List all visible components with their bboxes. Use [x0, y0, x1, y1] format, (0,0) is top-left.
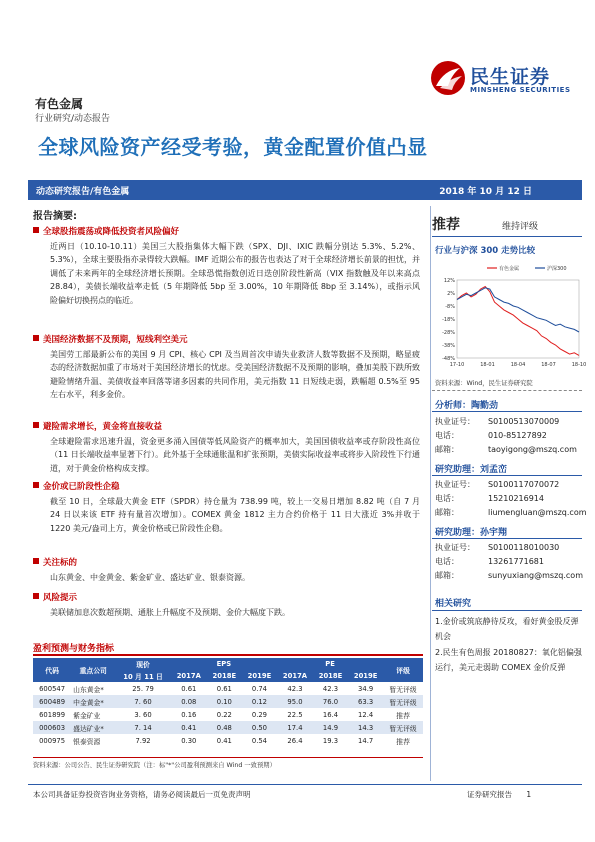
col-header: PE	[277, 658, 383, 670]
table-row	[33, 734, 423, 747]
col-header: 2019E	[348, 670, 383, 682]
section-body: 山东黄金、中金黄金、紫金矿业、盛达矿业、银泰资源。	[50, 573, 250, 582]
cell: 14.9	[313, 721, 348, 734]
cell: 34.9	[358, 684, 374, 693]
financial-table	[33, 658, 423, 747]
divider	[432, 538, 582, 539]
cell: 0.48	[207, 721, 242, 734]
section-body: 美国劳工部最新公布的美国 9 月 CPI、核心 CPI 及当周首次申请失业救济人数等数据不及预期，略显疲态的经济数据加重了市场对于美国经济增长的忧虑。受美国经济数据不及预期的影响，叠加美股下跌所致避险情绪升温、美债收益率回落等诸多因素的共同作用，美元指数 11 日短线走弱，跌幅超 0.5%至 95 左右水平，利多金价。	[50, 350, 420, 400]
cell: 0.50	[242, 721, 277, 734]
cell: 7.92	[135, 736, 151, 745]
cell: 暂无评级	[389, 685, 417, 694]
table-row	[33, 695, 423, 708]
cell: 0.08	[171, 695, 207, 708]
footer-divider	[28, 784, 582, 785]
cell: 12.4	[358, 710, 374, 719]
analyst-info-row[interactable]: 邮箱： liumengluan@mszq.com	[435, 508, 587, 517]
cell: 63.3	[348, 695, 383, 708]
analyst-heading: 研究助理：刘孟峦	[435, 465, 508, 475]
cell: 山东黄金*	[73, 685, 104, 694]
cell: 3. 60	[134, 710, 152, 719]
chart-axis-labels	[442, 278, 586, 368]
x-tick-label: 18-10	[571, 362, 587, 368]
section-title: 金价或已阶段性企稳	[33, 480, 120, 492]
divider	[432, 390, 582, 391]
section-body: 近两日（10.10-10.11）美国三大股指集体大幅下跌（SPX、DJI、IXIC 跌幅分别达 5.3%、5.2%、5.3%），全球主要股指亦录得较大跌幅。IMF 近期公布的报告也表达了对于全球经济增长前景的担忧，并调低了未来两年的全球经济增长预期。全球恐慌指数创近日迭创阶段性新高（VIX 指数触及年以来高点 28.84），美债长端收益率走低（5 年期降低 5bp 至 3.00%，10 年期降低 8bp 至 3.14%），或指示风险偏好切换拐点的临近。	[50, 242, 420, 305]
cell: 0.29	[251, 710, 268, 719]
cell: 000603	[33, 721, 71, 734]
analyst-info-row: 电话： 13261771681	[435, 557, 544, 566]
report-date: 2018 年 10 月 12 日	[439, 187, 532, 197]
divider	[33, 654, 423, 656]
legend-label: 沪深300	[547, 266, 567, 272]
cell: 0.30	[181, 736, 197, 745]
y-tick-label: -18%	[442, 317, 455, 323]
cell: 暂无评级	[383, 721, 423, 734]
cell: 0.61	[181, 684, 197, 693]
brand-logo	[430, 60, 580, 100]
divider	[432, 475, 582, 476]
table-row	[33, 721, 423, 734]
cell: 中金黄金*	[71, 695, 115, 708]
chart-legend	[487, 265, 567, 272]
analyst-info-row: 电话： 15210216914	[435, 494, 544, 503]
y-tick-label: 12%	[443, 278, 455, 284]
cell: 盛达矿业*	[71, 721, 115, 734]
related-link[interactable]: 1.金价或筑底静待反攻，看好黄金股反弹机会	[435, 617, 579, 641]
series-line	[457, 287, 579, 356]
col-header: 现价	[115, 658, 171, 670]
section-title: 美国经济数据不及预期，短线利空美元	[33, 333, 188, 345]
brand-name-cn: 民生证券	[470, 66, 551, 88]
cell: 19.3	[322, 736, 339, 745]
col-header: 重点公司	[71, 658, 115, 682]
cell: 0.54	[251, 736, 268, 745]
brand-logo-icon	[430, 60, 466, 96]
col-header: 代码	[33, 658, 71, 682]
col-header: 10 月 11 日	[115, 670, 171, 682]
related-link[interactable]: 2.民生有色周报 20180827：氧化铝偏强运行，美元走弱助 COMEX 金价反弹	[435, 648, 582, 672]
cell: 推荐	[396, 711, 410, 720]
doc-type: 行业研究/动态报告	[35, 114, 111, 124]
cell: 17.4	[277, 721, 313, 734]
cell: 600489	[33, 695, 71, 708]
sector-label: 有色金属	[35, 97, 84, 111]
cell: 25. 79	[132, 684, 154, 693]
cell: 95.0	[277, 695, 313, 708]
col-header: 2018E	[313, 670, 348, 682]
cell: 14.7	[358, 736, 374, 745]
cell: 0.41	[216, 736, 232, 745]
chart-source: 资料来源：Wind，民生证券研究院	[435, 380, 533, 387]
cell: 42.3	[322, 684, 339, 693]
bullet-square-icon	[33, 482, 39, 488]
rating-label: 推荐	[432, 217, 460, 233]
analyst-heading: 分析师：陶勤劲	[435, 401, 499, 411]
y-tick-label: -38%	[442, 343, 455, 349]
cell: 16.4	[322, 710, 339, 719]
footer-disclaimer: 本公司具备证券投资咨询业务资格，请务必阅读最后一页免责声明	[33, 790, 251, 799]
section-body: 美联储加息次数超预期、通胀上升幅度不及预期、金价大幅度下跌。	[50, 608, 290, 617]
summary-heading: 报告摘要:	[33, 211, 77, 222]
divider	[432, 236, 582, 237]
cell: 0.16	[181, 710, 197, 719]
analyst-info-row[interactable]: 邮箱： sunyuxiang@mszq.com	[435, 571, 583, 580]
col-header: EPS	[171, 658, 277, 670]
column-divider	[430, 206, 431, 781]
bullet-square-icon	[33, 593, 39, 599]
section-title: 全球股指震荡或降低投资者风险偏好	[33, 225, 179, 237]
divider	[432, 610, 582, 611]
chart-section-title: 行业与沪深 300 走势比较	[435, 246, 536, 256]
trend-chart	[435, 262, 587, 374]
cell: 0.10	[207, 695, 242, 708]
cell: 紫金矿业	[73, 711, 101, 720]
col-header: 2017A	[171, 670, 207, 682]
divider	[432, 411, 582, 412]
analyst-info-row[interactable]: 邮箱： taoyigong@mszq.com	[435, 445, 577, 454]
cell: 601899	[39, 710, 66, 719]
page-number: 1	[526, 790, 532, 799]
cell: 76.0	[313, 695, 348, 708]
bullet-square-icon	[33, 422, 39, 428]
table-row	[33, 682, 423, 695]
cell: 0.74	[251, 684, 268, 693]
cell: 22.5	[287, 710, 303, 719]
x-tick-label: 18-04	[510, 362, 526, 368]
rating-value: 维持评级	[502, 222, 539, 232]
x-tick-label: 18-07	[541, 362, 556, 368]
cell: 000975	[39, 736, 66, 745]
section-title: 避险需求增长，黄金将直接收益	[33, 420, 162, 432]
cell: 0.61	[216, 684, 232, 693]
cell: 银泰资源	[73, 737, 101, 746]
chart-series-group	[457, 287, 579, 356]
col-header: 2018E	[207, 670, 242, 682]
bullet-square-icon	[33, 227, 39, 233]
table-source: 资料来源：公司公告、民生证券研究院（注：标"*"公司盈利预测来自 Wind 一致预期）	[33, 762, 276, 769]
divider	[33, 757, 423, 758]
legend-label: 有色金属	[499, 266, 520, 272]
header-band	[28, 180, 582, 200]
analyst-info-row: 执业证号： S0100513070009	[435, 417, 560, 426]
y-tick-label: -28%	[442, 330, 455, 336]
page-title: 全球风险资产经受考验，黄金配置价值凸显	[38, 135, 428, 159]
col-header: 2017A	[277, 670, 313, 682]
section-body: 截至 10 日，全球最大黄金 ETF（SPDR）持仓量为 738.99 吨，较上一交易日增加 8.82 吨（自 7 月 24 日以来该 ETF 持有量首次增加）。COMEX 黄金 1812 主力合约价格于 11 日大涨近 3%并收于 1220 美元/盎司上方，黄金价格或已阶段性企稳。	[50, 497, 420, 533]
related-heading: 相关研究	[435, 599, 472, 609]
x-tick-label: 18-01	[480, 362, 495, 368]
bullet-square-icon	[33, 335, 39, 341]
cell: 7. 60	[115, 695, 171, 708]
col-header: 2019E	[242, 670, 277, 682]
analyst-info-row: 电话： 010-85127892	[435, 431, 547, 440]
section-title: 关注标的	[33, 556, 77, 568]
analyst-info-row: 执业证号： S0100117070072	[435, 480, 560, 489]
y-tick-label: 2%	[447, 291, 455, 297]
col-header: 评级	[383, 658, 423, 682]
table-title: 盈利预测与财务指标	[33, 644, 115, 654]
cell: 600547	[39, 684, 66, 693]
analyst-heading: 研究助理：孙宇翔	[435, 528, 508, 538]
section-body: 全球避险需求迅速升温，资金更多涌入国债等低风险资产的概率加大，美国国债收益率或存阶段性高位（11 日长端收益率显著下行）。此外基于全球通胀温和扩张预期，美债实际收益率或将步入阶段性下行通道，对于黄金价格构成支撑。	[50, 437, 420, 473]
section-title: 风险提示	[33, 591, 77, 603]
band-category: 动态研究报告/有色金属	[36, 187, 130, 197]
cell: 14.3	[348, 721, 383, 734]
cell: 0.41	[171, 721, 207, 734]
cell: 0.22	[216, 710, 232, 719]
table-row	[33, 708, 423, 721]
cell: 42.3	[287, 684, 303, 693]
cell: 推荐	[396, 737, 410, 746]
x-tick-label: 17-10	[449, 362, 465, 368]
footer-label: 证券研究报告 1	[467, 790, 532, 799]
brand-name-en: MINSHENG SECURITIES	[470, 86, 571, 94]
cell: 暂无评级	[383, 695, 423, 708]
cell: 7. 14	[115, 721, 171, 734]
bullet-square-icon	[33, 558, 39, 564]
analyst-info-row: 执业证号： S0100118010030	[435, 543, 560, 552]
cell: 0.12	[242, 695, 277, 708]
cell: 26.4	[287, 736, 303, 745]
y-tick-label: -8%	[445, 304, 455, 310]
y-tick-label: -48%	[442, 356, 455, 362]
